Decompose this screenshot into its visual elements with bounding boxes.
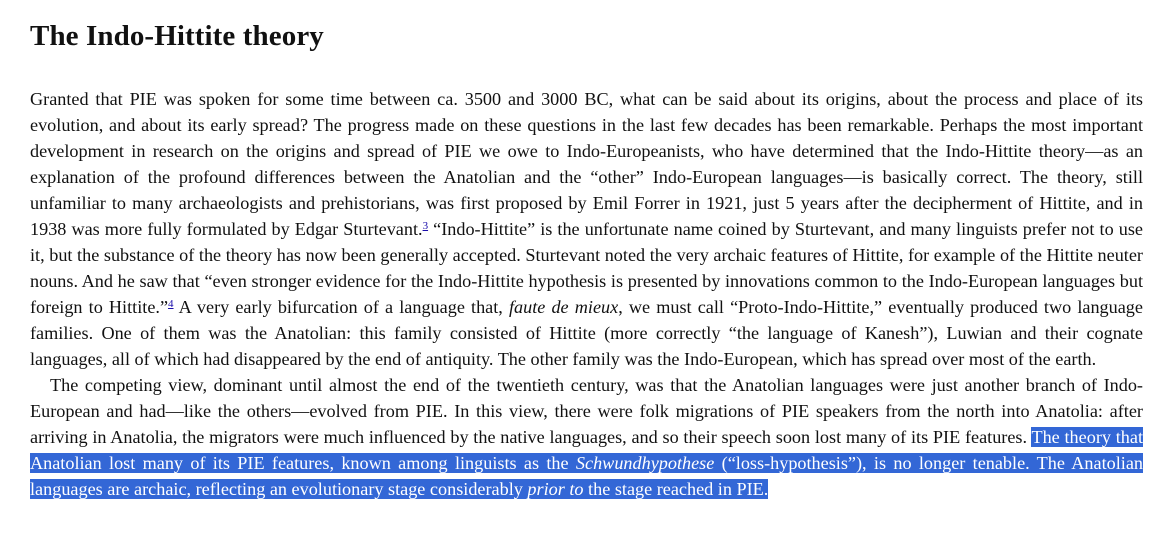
italic-prior-to: prior to <box>527 479 584 499</box>
document-page <box>30 0 1143 502</box>
section-heading: The Indo-Hittite theory <box>30 20 324 52</box>
italic-faute-de-mieux: faute de mieux <box>508 297 619 317</box>
selected-text-c: the stage reached in PIE. <box>583 479 769 499</box>
paragraph-1-text-a: Granted that PIE was spoken for some time between ca. 3500 and 3000 BC, what can be said about its origins, about the process and place of its evolution, and about its early spread? The progress made on these questions in the last few decades has been remarkable. Perhaps the most important development in research on the origins and spread of PIE we owe to Indo-Europeanists, who have determined that the Indo-Hittite theory—as an explanation of the profound differences between the Anatolian and the “other” Indo-European languages—is basically correct. The theory, still unfamiliar to many archaeologists and prehistorians, was first proposed by Emil Forrer in 1921, just 5 years after the decipherment of Hittite, and in 1938 was more fully formulated by Edgar Sturtevant. <box>30 89 1143 239</box>
footnote-3-link[interactable]: 3 <box>422 220 429 232</box>
italic-schwundhypothese: Schwundhypothese <box>575 453 715 473</box>
footnote-4-link[interactable]: 4 <box>168 298 174 310</box>
paragraph-1-text-c: A very early bifurcation of a language that, <box>173 297 509 317</box>
paragraph-2-text-a: The competing view, dominant until almost the end of the twentieth century, was that the Anatolian languages were just another branch of Indo-European and had—like the others—evolved from PIE. In this view, there were folk migrations of PIE speakers from the north into Anatolia: after arriving in Anatolia, the migrators were much influenced by the native languages, and so their speech soon lost many of its PIE features. <box>30 375 1143 447</box>
selected-text-b: (“loss-hypothesis”), is no longer tenable. The Anatolian languages are archaic, reflecting an evolutionary stage considerably <box>30 453 1143 499</box>
paragraph-1-text-b: “Indo-Hittite” is the unfortunate name coined by Sturtevant, and many linguists prefer not to use it, but the substance of the theory has now been generally accepted. Sturtevant noted the very archaic features of Hittite, for example of the Hittite neuter nouns. And he saw that “even stronger evidence for the Indo-Hittite hypothesis is presented by innovations common to the Indo-European languages but foreign to Hittite.” <box>30 219 1143 317</box>
selected-text-a: The theory that Anatolian lost many of its PIE features, known among linguists as the <box>30 427 1143 473</box>
paragraph-1-text-d: , we must call “Proto-Indo-Hittite,” eventually produced two language families. One of them was the Anatolian: this family consisted of Hittite (more correctly “the language of Kanesh”), Luwian and their cognate languages, all of which had disappeared by the end of antiquity. The other family was the Indo-European, which has spread over most of the earth. <box>30 297 1143 369</box>
paragraph-1 <box>30 86 1143 372</box>
paragraph-2 <box>30 372 1143 502</box>
